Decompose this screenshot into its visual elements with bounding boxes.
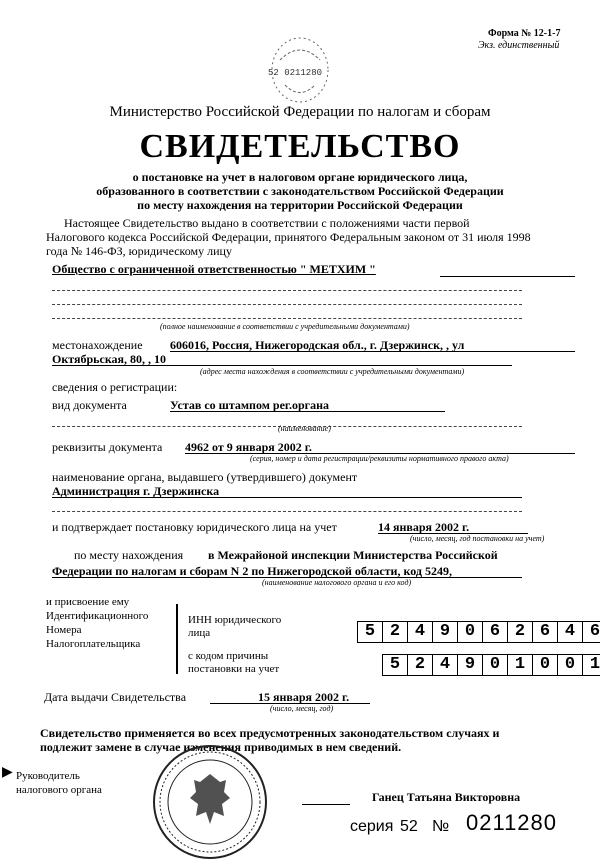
place-label: по месту нахождения — [74, 548, 184, 562]
series-label: серия — [350, 818, 394, 835]
fill-line — [52, 318, 522, 319]
kpp-digit: 5 — [382, 654, 408, 676]
inn-digit: 5 — [357, 621, 383, 643]
fill-line — [52, 497, 522, 498]
bullet-icon: ▶ — [2, 765, 13, 780]
registration-info-label: сведения о регистрации: — [52, 380, 178, 394]
location-caption: (адрес места нахождения в соответствии с учредительными документами) — [200, 367, 465, 376]
head-label-1: Руководитель — [16, 770, 80, 782]
location-line-1: 606016, Россия, Нижегородская обл., г. Дзержинск, , ул — [170, 338, 465, 352]
assign-line-4: Налогоплательщика — [46, 638, 141, 650]
issue-label: Дата выдачи Свидетельства — [44, 690, 187, 704]
inn-digits — [357, 621, 600, 643]
assign-line-3: Номера — [46, 624, 82, 636]
head-name: Ганец Татьяна Викторовна — [372, 790, 521, 804]
inn-digit: 6 — [582, 621, 600, 643]
org-name-caption: (полное наименование в соответствии с учредительными документами) — [160, 322, 410, 331]
place-line-2: Федерации по налогам и сборам N 2 по Нижегородской области, код 5249, — [52, 564, 452, 578]
fill-line — [52, 304, 522, 305]
subtitle-1: о постановке на учет в налоговом органе юридического лица, — [132, 170, 468, 184]
intro-line-1: Настоящее Свидетельство выдано в соответствии с положениями части первой — [64, 216, 470, 230]
kpp-label-2: постановки на учет — [188, 663, 280, 675]
issue-caption: (число, месяц, год) — [270, 704, 334, 713]
usage-line-2: подлежит замене в случае изменения приводимых в нем сведений. — [40, 740, 402, 754]
doc-requisites-value: 4962 от 9 января 2002 г. — [185, 440, 312, 454]
fill-line — [52, 290, 522, 291]
subtitle-3: по месту нахождения на территории Российской Федерации — [137, 198, 463, 212]
inn-digit: 6 — [532, 621, 558, 643]
inn-digit: 2 — [507, 621, 533, 643]
kpp-digit: 0 — [482, 654, 508, 676]
inn-block-divider — [176, 604, 178, 674]
doc-type-caption: (наименование) — [278, 424, 331, 433]
assign-line-2: Идентификационного — [46, 610, 149, 622]
doc-type-label: вид документа — [52, 398, 127, 412]
doc-type-value: Устав со штампом рег.органа — [170, 398, 330, 412]
authority-label: наименование органа, выдавшего (утвердившего) документ — [52, 470, 358, 484]
document-title: СВИДЕТЕЛЬСТВО — [139, 128, 461, 165]
inn-label-2: лица — [188, 627, 211, 639]
kpp-digit: 0 — [557, 654, 583, 676]
subtitle-2: образованного в соответствии с законодательством Российской Федерации — [96, 184, 504, 198]
ministry-name: Министерство Российской Федерации по налогам и сборам — [109, 104, 491, 120]
number-value: 0211280 — [466, 810, 558, 835]
inn-digit: 4 — [557, 621, 583, 643]
intro-line-2: Налогового кодекса Российской Федерации, принятого Федеральным законом от 31 июля 1998 — [46, 230, 531, 244]
fill-line — [170, 351, 575, 352]
kpp-digit: 1 — [582, 654, 600, 676]
place-line-1: в Межрайоной инспекции Министерства Российской — [208, 548, 498, 562]
fill-line — [170, 411, 445, 412]
assign-line-1: и присвоение ему — [46, 596, 130, 608]
fill-line — [52, 365, 512, 366]
inn-digit: 9 — [432, 621, 458, 643]
inn-digit: 2 — [382, 621, 408, 643]
stamp-number: 52 0211280 — [268, 68, 323, 78]
location-label: местонахождение — [52, 338, 143, 352]
copy-note: Экз. единственный — [478, 40, 560, 51]
inn-label-1: ИНН юридического — [188, 614, 282, 626]
kpp-label-1: с кодом причины — [188, 650, 269, 662]
organization-name: Общество с ограниченной ответственностью " МЕТХИМ " — [52, 262, 376, 276]
kpp-digit: 9 — [457, 654, 483, 676]
confirm-caption: (число, месяц, год постановки на учет) — [410, 534, 545, 543]
number-label: № — [432, 818, 450, 835]
confirm-label: и подтверждает постановку юридического лица на учет — [52, 520, 337, 534]
place-caption: (наименование налогового органа и его код) — [262, 578, 412, 587]
doc-requisites-label: реквизиты документа — [52, 440, 163, 454]
intro-line-3: года № 146-ФЗ, юридическому лицу — [46, 244, 232, 258]
form-number: Форма № 12-1-7 — [488, 28, 561, 39]
location-line-2: Октябрьская, 80, , 10 — [52, 352, 167, 366]
kpp-digit: 4 — [432, 654, 458, 676]
head-label-2: налогового органа — [16, 784, 102, 796]
series-value: 52 — [400, 818, 418, 835]
fill-line — [52, 511, 522, 512]
kpp-digit: 0 — [532, 654, 558, 676]
inn-digit: 0 — [457, 621, 483, 643]
inn-digit: 6 — [482, 621, 508, 643]
fill-line — [440, 276, 575, 277]
inn-digit: 4 — [407, 621, 433, 643]
confirm-date: 14 января 2002 г. — [378, 520, 470, 534]
kpp-digits — [382, 654, 600, 676]
signature-line — [302, 804, 350, 805]
official-seal-icon — [150, 742, 270, 862]
usage-line-1: Свидетельство применяется во всех предусмотренных законодательством случаях и — [40, 726, 500, 740]
kpp-digit: 1 — [507, 654, 533, 676]
doc-requisites-caption: (серия, номер и дата регистрации/реквизиты нормативного правого акта) — [250, 454, 509, 463]
issue-date: 15 января 2002 г. — [258, 690, 350, 704]
kpp-digit: 2 — [407, 654, 433, 676]
authority-value: Администрация г. Дзержинска — [52, 484, 220, 498]
